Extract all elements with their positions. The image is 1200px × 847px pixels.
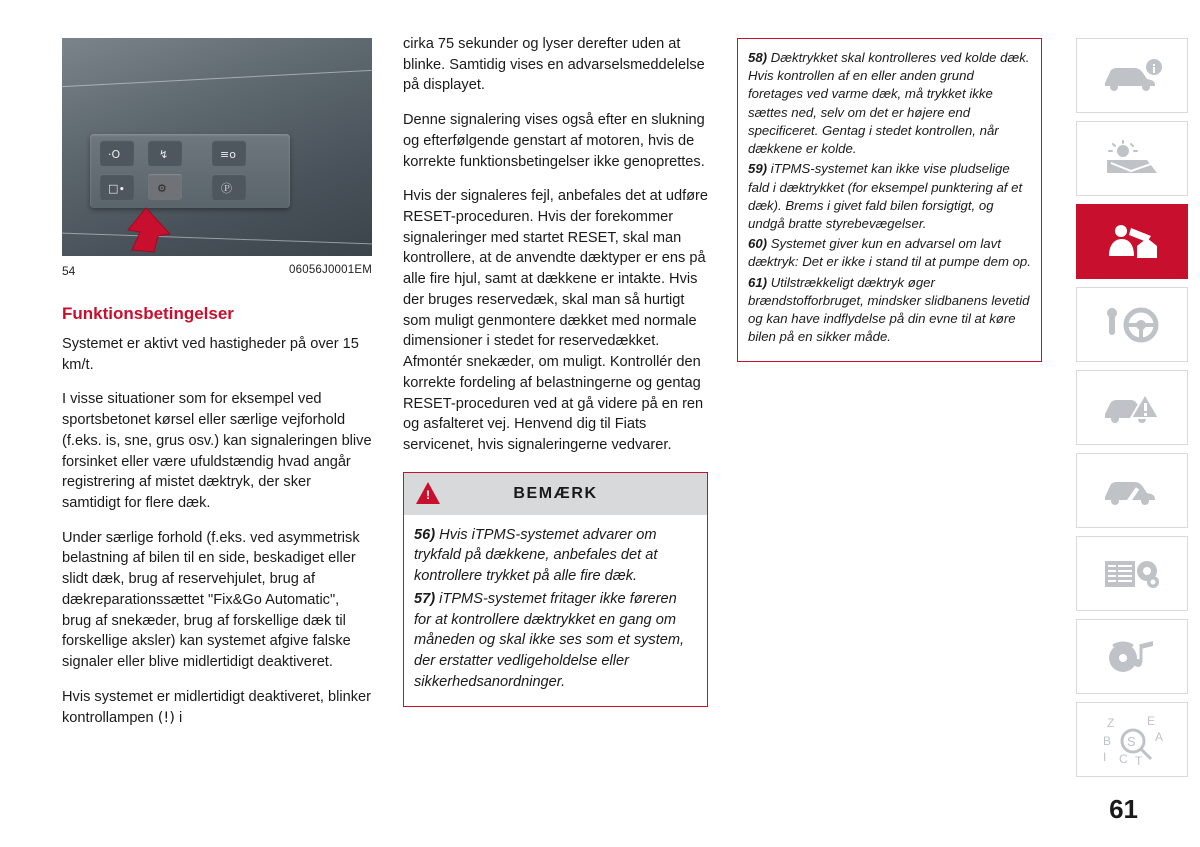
specs-gear-icon <box>1101 555 1163 593</box>
note-item-text: Dæktrykket skal kontrolleres ved kolde dæk. Hvis kontrollen af en eller anden grund foretages ved varme dæk, må trykket ikke sættes ned, selv om det er højere end specificeret. Gentag i stedet kontrollen, når dækkene er kolde. <box>748 50 1030 157</box>
note-item-number: 59) <box>748 161 768 177</box>
paragraph: Denne signalering vises også efter en slukning og efterfølgende genstart af motoren, hvis de korrekte funktionsbetingelser ikke genoprettes. <box>403 112 705 170</box>
note-box-bemaerk <box>403 472 708 708</box>
svg-text:E: E <box>1147 713 1156 728</box>
callout-arrow-icon <box>124 206 176 254</box>
note-item <box>414 589 697 693</box>
note-body <box>404 515 707 707</box>
note-item <box>748 274 1031 347</box>
svg-text:S: S <box>1127 733 1136 749</box>
column-right <box>737 38 1042 362</box>
page-title: Funktionsbetingelser <box>62 304 234 323</box>
paragraph-text: Hvis systemet er midlertidigt deaktiveret, blinker kontrollampen <box>62 688 372 726</box>
fog-light-icon: ·O <box>108 148 121 161</box>
paragraph-trailing: i <box>179 709 183 726</box>
paragraph: Hvis der signaleres fejl, anbefales det at udføre RESET-proceduren. Hvis der forekommer signaleringer med startet RESET, skal man kontrollere, at de anvendte dæktyper er ens på alle fire hjul, samt at dækkene er intakte. Hvis der bruges reservedæk, skal man så hurtigt som muligt genmontere dækket med normale dimensioner i stedet for reservedækket. Afmontér snekæder, om muligt. Kontrollér den korrekte fordeling af belastningerne og gentag RESET-proceduren ved at gå videre på en ren og asfalteret vej. Henvend dig til Fiats servicenet, hvis signaleringerne vedvarer. <box>403 188 709 453</box>
note-item-text: Utilstrækkeligt dæktryk øger brændstofforbruget, mindsker slidbanens levetid og kan have indflydelse på din evne til at køre bilen på en sikker måde. <box>748 274 1030 345</box>
note-item-number: 56) <box>414 526 436 543</box>
tab-climate[interactable] <box>1076 121 1188 196</box>
note-item-number: 61) <box>748 274 768 290</box>
note-item-text: iTPMS-systemet fritager ikke føreren for at kontrollere dæktrykket en gang om måneden og skal ikke ses som et system, der erstatter vedligeholdelse eller sikkerhedsanordninger. <box>414 590 685 690</box>
paragraph: cirka 75 sekunder og lyser derefter uden at blinke. Samtidig vises en advarselsmeddelelse på displayet. <box>403 36 705 94</box>
climate-icon <box>1101 140 1163 178</box>
svg-text:C: C <box>1119 751 1128 766</box>
tab-safety[interactable] <box>1076 204 1188 279</box>
car-info-icon <box>1101 59 1163 93</box>
section-tab-rail <box>1076 38 1188 785</box>
note-item-text: Systemet giver kun en advarsel om lavt dæktryk: Det er ikke i stand til at pumpe dem op. <box>748 236 1031 270</box>
note-item <box>748 160 1031 233</box>
figure-code: 06056J0001EM <box>289 264 372 276</box>
note-item <box>748 235 1031 271</box>
hazard-icon: ↯ <box>159 148 169 161</box>
tpms-reset-icon: ⚙ <box>157 182 167 195</box>
note-item <box>748 49 1031 158</box>
steering-wheel-icon <box>1101 307 1163 343</box>
svg-text:Z: Z <box>1107 715 1115 730</box>
paragraph: Systemet er aktivt ved hastigheder på over 15 km/t. <box>62 336 359 373</box>
note-header <box>404 473 707 515</box>
svg-text:A: A <box>1155 729 1164 744</box>
dashboard-seam-line <box>62 70 372 87</box>
note-item-number: 57) <box>414 590 436 607</box>
note-item-text: iTPMS-systemet kan ikke vise pludselige fald i dæktrykket (for eksempel punktering af et dæk). Brems i givet fald bilen forsigtigt, og undgå bratte styrebevægelser. <box>748 161 1023 231</box>
tab-maintenance[interactable] <box>1076 453 1188 528</box>
page-number: 61 <box>1109 794 1138 824</box>
dashboard-seam-line-2 <box>62 233 372 245</box>
column-middle <box>403 34 708 707</box>
seatbelt-airbag-icon <box>1101 222 1163 262</box>
note-item-text: Hvis iTPMS-systemet advarer om trykfald på dækkene, anbefales det at kontrollere trykket på alle fire dæk. <box>414 526 658 585</box>
park-assist-icon: Ⓟ <box>221 182 232 195</box>
audio-note-icon <box>1101 638 1163 676</box>
paragraph: I visse situationer som for eksempel ved sportsbetonet kørsel eller særlige vejforhold (f.eks. is, sne, grus osv.) kan signaleringen blive forsinket eller være ufuldstændig hvad angår registrering af mistet dæktryk, der sker samtidigt for flere dæk. <box>62 391 372 512</box>
note-item <box>414 525 697 587</box>
note-item-number: 60) <box>748 236 768 252</box>
svg-text:I: I <box>1103 749 1107 764</box>
warning-exclamation-icon: ! <box>426 487 430 502</box>
svg-text:B: B <box>1103 733 1112 748</box>
lane-assist-icon: □∙ <box>108 182 126 195</box>
tab-emergency[interactable] <box>1076 370 1188 445</box>
alphabetical-index-icon <box>1097 713 1167 767</box>
tab-dashboard-info[interactable] <box>1076 38 1188 113</box>
paragraph: Under særlige forhold (f.eks. ved asymmetrisk belastning af bilen til en side, beskadiget eller slidt dæk, brug af reservehjulet, brug af dækreparationssættet "Fix&Go Automatic", brug af snekæder, brug af forskellige dæk til forskellige aksler) kan systemet afgive falske signaler eller blive midlertidigt deaktiveret. <box>62 529 360 671</box>
warning-triangle-car-icon <box>1101 390 1163 426</box>
tpms-warning-lamp-icon: (!) <box>157 708 175 726</box>
note-item-number: 58) <box>748 50 768 65</box>
rear-demist-icon: ≡o <box>220 148 236 161</box>
tab-index[interactable] <box>1076 702 1188 777</box>
tab-driving[interactable] <box>1076 287 1188 362</box>
figure-switch-panel <box>62 38 372 256</box>
tab-multimedia[interactable] <box>1076 619 1188 694</box>
column-left <box>62 38 372 742</box>
paragraph-with-symbol <box>62 687 372 728</box>
car-wrench-icon <box>1101 475 1163 507</box>
figure-number: 54 <box>62 264 76 278</box>
figure-caption <box>62 264 372 278</box>
svg-text:T: T <box>1135 753 1143 767</box>
note-box-warnings <box>737 38 1042 362</box>
tab-technical-data[interactable] <box>1076 536 1188 611</box>
switch-panel <box>90 134 290 208</box>
note-title: BEMÆRK <box>513 484 598 502</box>
note-body <box>738 39 1041 361</box>
